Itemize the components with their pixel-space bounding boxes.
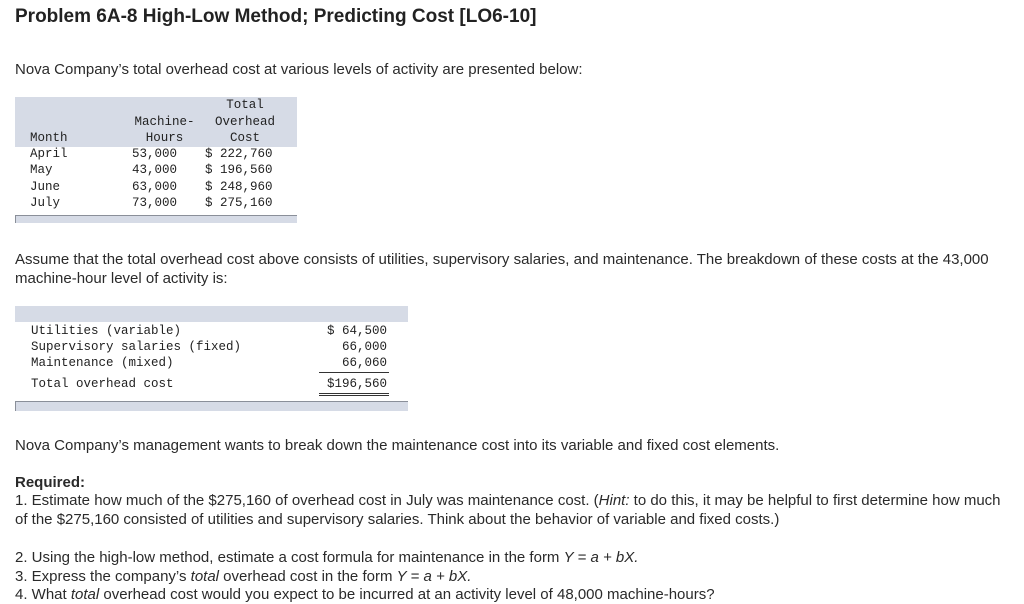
intro-text: Nova Company’s total overhead cost at various levels of activity are presented below:	[15, 61, 583, 78]
total-double-rule-2	[319, 395, 389, 396]
q1-text: 1. Estimate how much of the $275,160 of overhead cost in July was maintenance cost. (	[15, 492, 599, 509]
q1-hint: Hint:	[598, 492, 630, 509]
q3-total: total	[190, 568, 220, 585]
row-cost: $ 248,960	[205, 180, 273, 194]
q2-formula: Y = a + bX.	[563, 549, 639, 566]
q4-text-cont: overhead cost would you expect to be incurred at an activity level of 48,000 machine-hours?	[99, 586, 715, 603]
row-hours: 43,000	[131, 163, 177, 177]
header-month: Month	[30, 131, 68, 145]
q4-text: 4. What	[15, 586, 71, 603]
breakdown-label: Supervisory salaries (fixed)	[31, 340, 242, 354]
overhead-activity-table	[15, 97, 297, 224]
header-total-line2: Overhead	[214, 115, 275, 129]
question-1	[15, 491, 1005, 529]
breakdown-label: Maintenance (mixed)	[31, 356, 174, 370]
row-hours: 63,000	[131, 180, 177, 194]
q3-text: 3. Express the company’s	[15, 568, 191, 585]
table-header-band	[15, 306, 408, 322]
question-4	[15, 585, 715, 604]
header-machine-hours-line2: Hours	[145, 131, 184, 145]
header-total-line3: Cost	[229, 131, 260, 145]
row-cost: $ 196,560	[205, 163, 273, 177]
row-cost: $ 222,760	[205, 147, 273, 161]
management-text: Nova Company’s management wants to break down the maintenance cost into its variable and fixed cost elements.	[15, 437, 780, 454]
q2-text: 2. Using the high-low method, estimate a cost formula for maintenance in the form	[15, 549, 564, 566]
header-machine-hours-line1: Machine-	[134, 115, 195, 129]
header-total-line1: Total	[226, 98, 264, 112]
row-month: May	[30, 163, 53, 177]
question-2	[15, 548, 638, 567]
total-value: $196,560	[326, 377, 387, 391]
q1-text-cont: to do this, it may be helpful to first determine how much of the $275,160 consisted of utilities and supervisory salaries. Think about the behavior of variable and fixed costs.)	[15, 492, 1001, 528]
required-heading: Required:	[15, 474, 86, 491]
table-footer-band	[15, 215, 297, 223]
cost-breakdown-table	[15, 306, 408, 411]
subtotal-rule	[319, 372, 389, 373]
row-month: April	[30, 147, 68, 161]
row-cost: $ 275,160	[205, 196, 273, 210]
total-label: Total overhead cost	[31, 377, 174, 391]
problem-title: Problem 6A-8 High-Low Method; Predicting Cost [LO6-10]	[15, 6, 537, 27]
breakdown-value: 66,060	[341, 356, 387, 370]
q3-text-cont: overhead cost in the form	[219, 568, 397, 585]
table-footer-band	[15, 401, 408, 411]
row-month: July	[30, 196, 61, 210]
breakdown-label: Utilities (variable)	[31, 324, 182, 338]
assume-text: Assume that the total overhead cost above consists of utilities, supervisory salaries, and maintenance. The breakdown of these costs at the 43,000 machine-hour level of activity is:	[15, 251, 989, 287]
row-month: June	[30, 180, 61, 194]
row-hours: 53,000	[131, 147, 177, 161]
q3-formula: Y = a + bX.	[396, 568, 472, 585]
q4-total: total	[70, 586, 100, 603]
breakdown-value: 66,000	[341, 340, 387, 354]
row-hours: 73,000	[131, 196, 177, 210]
question-3	[15, 567, 471, 586]
breakdown-value: $ 64,500	[326, 324, 387, 338]
total-double-rule-1	[319, 393, 389, 394]
